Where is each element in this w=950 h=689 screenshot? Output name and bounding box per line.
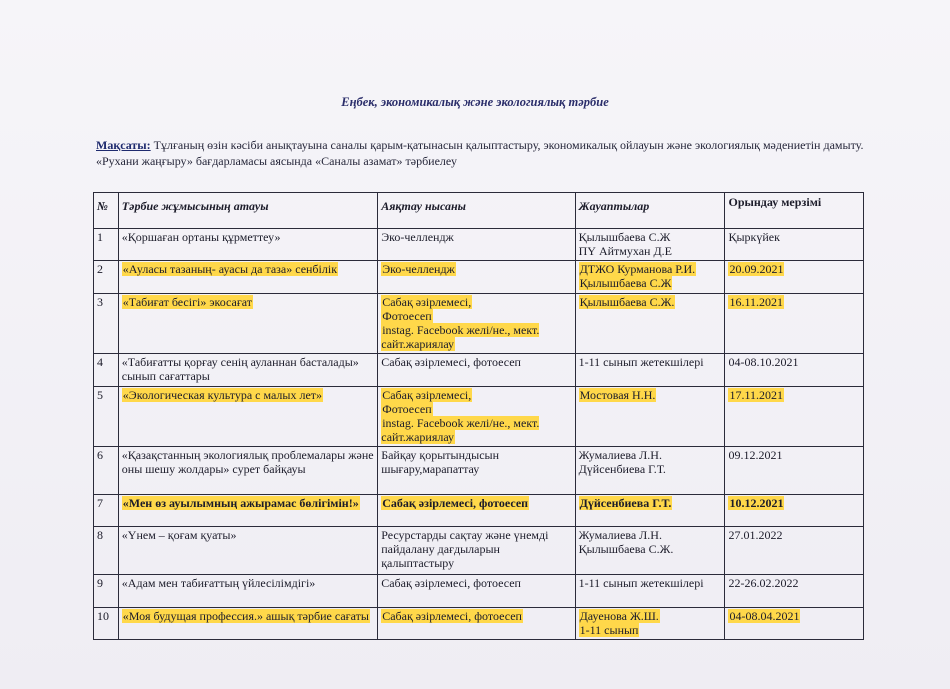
- cell-resp-text: 1-11 сынып: [579, 623, 639, 637]
- cell-name-text: «Экологическая культура с малых лет»: [122, 388, 323, 402]
- goal-paragraph: [96, 137, 886, 169]
- cell-resp-text: Жумалиева Л.Н.: [578, 528, 662, 542]
- cell-form-text: Фотоесеп: [382, 402, 432, 416]
- cell-num-text: 5: [97, 388, 103, 402]
- header-form: Аяқтау нысаны: [378, 193, 575, 229]
- cell-form: [378, 387, 575, 447]
- cell-resp: [575, 294, 725, 354]
- cell-name-text: «Үнем – қоғам қуаты»: [121, 528, 237, 542]
- cell-num: [94, 575, 119, 608]
- cell-num: [94, 229, 119, 261]
- cell-name: [118, 608, 377, 640]
- cell-form-text: Сабақ әзірлемесі, фотоесеп: [381, 576, 521, 590]
- cell-name-text: «Мен өз ауылымның ажырамас бөлігімін!»: [122, 496, 359, 510]
- cell-form-text: Сабақ әзірлемесі, фотоесеп: [382, 496, 529, 510]
- cell-name: [118, 294, 377, 354]
- cell-form-text: Фотоесеп: [382, 309, 432, 323]
- cell-name: [118, 387, 377, 447]
- table-row: [94, 387, 864, 447]
- document-title: Еңбек, экономикалық және экологиялық тәрбие: [341, 95, 609, 109]
- header-name: Тәрбие жұмысының атауы: [118, 193, 377, 229]
- table-row: [94, 294, 864, 354]
- cell-name-text: «Қоршаған ортаны құрметтеу»: [121, 230, 281, 244]
- cell-num: [94, 354, 119, 387]
- cell-form: [378, 261, 575, 294]
- cell-num: [94, 495, 119, 527]
- cell-date-text: 20.09.2021: [729, 262, 784, 276]
- cell-name-text: «Ауласы тазаның- ауасы да таза» сенбілік: [122, 262, 338, 276]
- cell-date-text: 09.12.2021: [728, 448, 783, 462]
- cell-resp-text: ДТЖО Курманова Р.И.: [579, 262, 696, 276]
- cell-form-text: Сабақ әзірлемесі, фотоесеп: [381, 355, 521, 369]
- cell-date-text: 17.11.2021: [729, 388, 784, 402]
- header-number: №: [94, 193, 119, 229]
- cell-name-text: «Табиғатты қорғау сенің ауланнан басталады» сынып сағаттары: [121, 355, 359, 383]
- cell-resp-text: ПҮ Айтмухан Д.Е: [578, 244, 672, 258]
- cell-resp-text: 1-11 сынып жетекшілері: [578, 355, 704, 369]
- cell-num: [94, 527, 119, 575]
- cell-date: [725, 608, 864, 640]
- cell-resp: [575, 527, 725, 575]
- cell-resp-text: Жумалиева Л.Н.: [578, 448, 662, 462]
- cell-date: [725, 354, 864, 387]
- cell-resp: [575, 447, 725, 495]
- cell-resp-text: Қылышбаева С.Ж.: [579, 295, 675, 309]
- cell-date-text: 04-08.04.2021: [729, 609, 800, 623]
- cell-date: [725, 575, 864, 608]
- cell-form: [378, 447, 575, 495]
- cell-resp-text: Дүйсенбиева Г.Т.: [578, 462, 666, 476]
- cell-name: [118, 354, 377, 387]
- cell-date-text: 16.11.2021: [729, 295, 784, 309]
- cell-name-text: «Табиғат бесігі» экосағат: [122, 295, 253, 309]
- cell-num: [94, 387, 119, 447]
- cell-num-text: 4: [97, 355, 103, 369]
- cell-name: [118, 229, 377, 261]
- cell-date: [725, 387, 864, 447]
- cell-name: [118, 527, 377, 575]
- cell-form-text: Сабақ әзірлемесі,: [382, 295, 472, 309]
- cell-num: [94, 261, 119, 294]
- cell-resp-text: Дауенова Ж.Ш.: [579, 609, 659, 623]
- plan-table: [93, 192, 864, 640]
- cell-resp-text: Қылышбаева С.Ж.: [578, 542, 674, 556]
- table-row: [94, 495, 864, 527]
- cell-num-text: 3: [97, 295, 103, 309]
- cell-form: [378, 608, 575, 640]
- table-row: [94, 261, 864, 294]
- cell-num-text: 1: [97, 230, 103, 244]
- table-row: [94, 527, 864, 575]
- table-row: [94, 575, 864, 608]
- cell-name: [118, 261, 377, 294]
- cell-resp: [575, 575, 725, 608]
- cell-name: [118, 575, 377, 608]
- cell-num-text: 10: [97, 609, 109, 623]
- goal-text: Тұлғаның өзін кәсіби анықтауына саналы қарым-қатынасын қалыптастыру, экономикалық ойлауын және экологиялық мәдениетін дамыту. «Рухани жаңғыру» бағдарламасы аясында «Саналы азамат» тәрбиелеу: [96, 138, 864, 168]
- cell-num: [94, 608, 119, 640]
- cell-resp: [575, 608, 725, 640]
- cell-name-text: «Адам мен табиғаттың үйлесілімдігі»: [121, 576, 316, 590]
- cell-date-text: 04-08.10.2021: [728, 355, 799, 369]
- cell-resp: [575, 387, 725, 447]
- cell-form: [378, 294, 575, 354]
- cell-resp: [575, 229, 725, 261]
- cell-form-text: Сабақ әзірлемесі,: [382, 388, 472, 402]
- cell-date: [725, 261, 864, 294]
- cell-resp-text: Мостовая Н.Н.: [579, 388, 656, 402]
- cell-name-text: «Моя будущая профессия.» ашық тәрбие сағаты: [122, 609, 369, 623]
- cell-num-text: 7: [97, 496, 103, 510]
- cell-date-text: Қыркүйек: [728, 230, 780, 244]
- cell-form-text: instag. Facebook желі/не., мект. сайт.жариялау: [381, 323, 540, 351]
- cell-form-text: Эко-челлендж: [382, 262, 455, 276]
- cell-name-text: «Қазақстанның экологиялық проблемалары және оны шешу жолдары» сурет байқауы: [121, 448, 374, 476]
- cell-form-text: instag. Facebook желі/не., мект. сайт.жариялау: [381, 416, 540, 444]
- cell-form: [378, 527, 575, 575]
- cell-num-text: 9: [97, 576, 103, 590]
- cell-num: [94, 447, 119, 495]
- cell-form: [378, 575, 575, 608]
- cell-resp-text: Қылышбаева С.Ж: [579, 276, 672, 290]
- cell-form-text: Сабақ әзірлемесі, фотоесеп: [382, 609, 522, 623]
- cell-date-text: 27.01.2022: [728, 528, 783, 542]
- cell-form: [378, 229, 575, 261]
- cell-resp-text: 1-11 сынып жетекшілері: [578, 576, 704, 590]
- cell-date-text: 10.12.2021: [729, 496, 784, 510]
- header-deadline: Орындау мерзімі: [725, 193, 864, 229]
- table-row: [94, 354, 864, 387]
- cell-resp-text: Қылышбаева С.Ж: [578, 230, 671, 244]
- cell-num-text: 8: [97, 528, 103, 542]
- cell-form-text: Эко-челлендж: [381, 230, 454, 244]
- cell-date: [725, 447, 864, 495]
- cell-resp: [575, 495, 725, 527]
- cell-num-text: 2: [97, 262, 103, 276]
- cell-resp-text: Дүйсенбиева Г.Т.: [579, 496, 672, 510]
- cell-form-text: Байқау қорытындысын шығару,марапаттау: [381, 448, 500, 476]
- cell-resp: [575, 354, 725, 387]
- cell-form-text: Ресурстарды сақтау және үнемді пайдалану дағдыларын қалыптастыру: [381, 528, 549, 570]
- cell-date: [725, 495, 864, 527]
- cell-date: [725, 229, 864, 261]
- header-responsible: Жауаптылар: [575, 193, 725, 229]
- goal-label: Мақсаты:: [96, 138, 151, 152]
- cell-date: [725, 294, 864, 354]
- table-row: [94, 608, 864, 640]
- cell-resp: [575, 261, 725, 294]
- table-body: [94, 229, 864, 640]
- table-row: [94, 229, 864, 261]
- table-row: [94, 447, 864, 495]
- cell-date: [725, 527, 864, 575]
- cell-form: [378, 495, 575, 527]
- table-header-row: [94, 193, 864, 229]
- cell-name: [118, 447, 377, 495]
- cell-num: [94, 294, 119, 354]
- cell-name: [118, 495, 377, 527]
- cell-date-text: 22-26.02.2022: [728, 576, 799, 590]
- cell-num-text: 6: [97, 448, 103, 462]
- cell-form: [378, 354, 575, 387]
